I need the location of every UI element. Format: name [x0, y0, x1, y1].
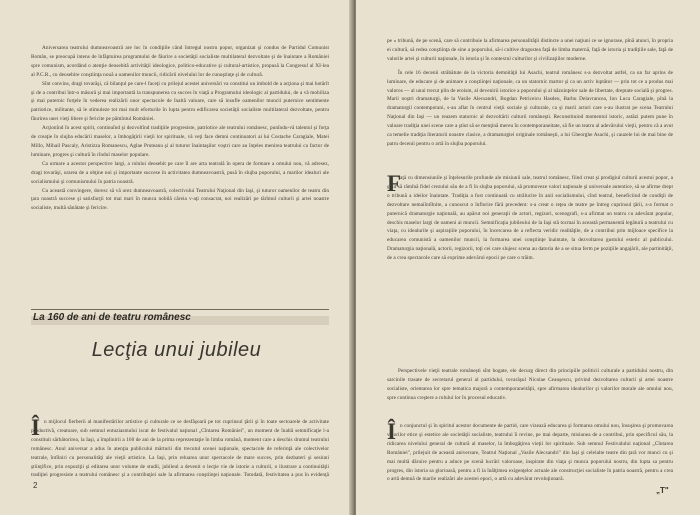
perspective-paragraph: Perspectivele vieţii teatrale româneşti sînt bogate, ele decurg direct din principiile politicii culturale a partidului nostru, din sarcinile trasate de secretarul general al partidului, tovarăşul Nicolae Ceauşescu, privind dezvoltarea culturii şi artei noastre socialiste, orientarea lor spre tematica majoră a contemporaneităţii, spre afirmarea idealurilor şi valorilor morale ale omului nou, spre continua creştere a rolului lor în procesul educativ. [387, 368, 673, 401]
right-paragraph-1: pe » tribună, de pe scenă, care să contribuie la afirmarea personalităţii distincte a unei naţiuni ce se ignorase, pînă atunci, în propria ei cultură, să redea conştiinţa de sine a poporului, să-i cultive dragostea faţă de limba maternă, faţă de istoria şi tradiţiile sale, faţă de valorile artei şi culturii naţionale, în istoria şi în contextul culturilor şi civilizaţiilor moderne. [387, 38, 673, 62]
third-text: n conjunctul şi în spiritul acestor documente de partid, care vizează educarea şi formarea omului nou, însuşirea şi promovarea valorilor etice şi estetice ale societăţii socialiste, teatrului îi revine, pe mai departe, misiunea de a contribui, prin specificul său, la ridicarea nivelului general de cultură al maselor, la îmbogăţirea vieţii lor spirituale. Sub semnul Festivalului naţional „Cîntarea României", prilejuit de această aniversare, Teatrul Naţional „Vasile Alecsandri" din Iaşi şi celelalte teatre din ţară vor munci cu şi mai multă dăruire pentru a aduce pe scenă lucrări valoroase, inspirate din viaţa şi munca poporului nostru, din lupta sa pentru progres, din istoria sa glorioasă, pentru a fi la înălţimea exigenţelor actuale ale construcţiei socialiste în patria noastră, pentru a crea o artă demnă de marile realizări ale acestei epoci, o artă cu adevărat revoluţionară. [387, 423, 673, 483]
intro-paragraph-2: Sînt convins, dragi tovarăşi, că bilanţul pe care-l faceţi cu prilejul acestei aniversări va constitui un imbold de a acţiona şi mai hotărît şi de a contribui într-o măsură şi mai importantă la transpunerea cu succes în viaţă a Programului ideologic al partidului, de a vă mobiliza şi mai puternic forţele în vederea realizării unor spectacole de înaltă valoare, care să insufle oamenilor muncii puternice sentimente patriotice, militante, să le stimuleze tot mai mult eforturile în lupta pentru edificarea societăţii socialiste multilateral dezvoltate, pentru făurirea unei vieţi libere şi fericite pe pămîntul României. [31, 80, 329, 123]
section-title: La 160 de ani de teatru românesc [33, 312, 191, 323]
section-divider [31, 309, 329, 310]
lead-text: n mijlocul fierberii al manifestărilor artistice şi culturale ce se desfăşoară pe tot cuprinsul ţării şi în toate sectoarele de activitate productivă, creatoare, sub semnul entuziasmului iscat de festivalul naţional „Cîntarea României", un moment de înaltă semnificaţie l-a constituit sărbătorirea, la Iaşi, a împlinirii a 160 de ani de la prima reprezentaţie în limba română, moment care a deschis drumul teatrului românesc. Anul aniversar a adus în atenţia publicului mărturii din trecutul scenei naţionale, spectacole de referinţă ale colectivelor teatrale, întîlniri cu personalităţi ale vieţii artistice. La Iaşi, prin reluarea unor spectacole de mare succes, prin dezbateri şi sesiuni ştiinţifice, prin expoziţii şi editarea unor volume de studii, jubileul a devenit o lecţie vie de istorie a culturii, o ilustrare a continuităţii tradiţiei progresiste a teatrului românesc şi a contribuţiei sale la afirmarea conştiinţei naţionale. Totodată, festivitatea a pus în evidenţă [31, 419, 329, 478]
lead-dropcap: Î [31, 415, 40, 440]
end-mark: „T" [656, 486, 669, 495]
second-text: aţă cu dimensiunile şi înţelesurile profunde ale misiunii sale, teatrul românesc, fiind creat şi prodigiul culturii acestui popor, a ştiut să rămînă fidel crezului său de a fi în slujba poporului, să promoveze valori naţionale şi universale autentice, să se afirme drept o tribună a ideilor înaintate. Tradiţia a fost continuată cu strălucire în anii socialismului, cînd teatrul, beneficiind de condiţii de dezvoltare nemaiîntîlnite, a cunoscut o înflorire fără precedent: s-a creat o reţea de teatre pe întreg cuprinsul ţării, s-a format o puternică dramaturgie naţională, au apărut noi generaţii de actori, regizori, scenografi, s-a afirmat un teatru cu adevărat popular, deschis maselor largi de oameni ai muncii. Semnificaţia jubileului de la Iaşi stă tocmai în această permanentă legătură a teatrului cu viaţa, cu idealurile şi aspiraţiile poporului, în încercarea de a reflecta veridic realităţile, de a contribui prin mijloace specifice la educarea comunistă a oamenilor muncii, la formarea unei conştiinţe înaintate, la dezvoltarea gustului estetic al publicului. Dramaturgia naţională, actorii, regizorii, toţi cei care slujesc scena au datoria de a se situa ferm pe poziţiile angajării, ale partinităţii, de a crea spectacole care să exprime adevărul epocii pe care o trăim. [387, 175, 673, 262]
perspective-block [387, 367, 673, 419]
intro-text [31, 44, 329, 213]
right-paragraph-2: În cele 16 decenii străbătute de la victoria demnităţii lui Asachi, teatrul românesc s-a dezvoltat astfel, ca un far aprins de luminare, de educare şi de animare a conştiinţei naţionale, ca un statornic martor şi ca un activ luptător — prin tot ce a produs mai valoros — al unui trecut plin de eroism, al devenirii istorice a poporului şi al năzuinţelor sale de libertate, dreptate socială şi progres. Marii noştri dramaturgi, de la Vasile Alecsandri, Bogdan Petriceicu Hasdeu, Barbu Delavrancea, Ion Luca Caragiale, pînă la dramaturgii contemporani, s-au aflat în centrul vieţii sociale şi culturale, ca şi marii actori care s-au ilustrat pe scena Teatrului Naţional din Iaşi — un reazem statornic al dezvoltării culturii româneşti. Reconstituind momentul istoric, astăzi putem pune în valoare tradiţia unei scene care a ştiut să se menţină mereu în contemporaneitate, să fie un teatru al adevărului vieţii, pentru că a avut ca temelie tradiţia literaturii noastre clasice, a dramaturgiei originale româneşti, a lui Gheorghe Asachi, şi cauzele lui de mai bine de patru decenii pentru o artă în slujba poporului. [387, 69, 673, 147]
second-dropcap: F [387, 171, 402, 196]
lead-text-block [31, 415, 329, 478]
intro-paragraph-5: Cu această convingere, doresc să vă urez dumneavoastră, colectivului Teatrului Naţional din Iaşi, şi tuturor oamenilor de teatru din ţara noastră succese şi satisfacţii tot mai mari în munca nobilă căreia v-aţi consacrat, noi realizări pe tărîmul culturii şi artei noastre socialiste, multă sănătate şi fericire. [31, 187, 329, 212]
intro-paragraph-3: Acţionînd în acest spirit, continuînd şi dezvoltînd tradiţiile progresiste, patriotice ale teatrului românesc, punîndu-vă talentul şi forţa de creaţie în slujba educării maselor, a îmbogăţirii vieţii lor spirituale, vă veţi face demni continuatori ai lui Costache Caragiale, Matei Millo, Mihail Pascaly, Aristizza Romanescu, Aglae Pruteanu şi al tuturor înaintaşilor voştri care au înţeles menirea teatrului ca factor de luminare, progres şi cultură în rîndul maselor populare. [31, 125, 329, 158]
intro-paragraph-4: Ca urmare a acestor perspective largi, a rolului deosebit pe care îl are arta teatrală în opera de formare a omului nou, vă adresez, dragi tovarăşi, urarea de a obţine noi şi importante succese în activitatea dumneavoastră, pusă în slujba poporului, a marilor idealuri ale socialismului şi comunismului în patria noastră. [31, 160, 329, 185]
article-headline: Lecţia unui jubileu [91, 339, 262, 361]
third-dropcap: Î [387, 419, 396, 444]
right-top-text [387, 37, 673, 149]
second-text-block [387, 171, 673, 364]
page-number: 2 [33, 481, 38, 490]
right-page [356, 0, 700, 515]
intro-paragraph-1: Aniversarea teatrului dumneavoastră are loc în condiţiile când întregul nostru popor, organizat şi condus de Partidul Comunist Român, se preocupă intens de înfăptuirea programului de făurire a societăţii socialiste multilateral dezvoltate şi de înaintare a României spre comunism, acordând o atenţie deosebită activităţii ideologice, politico-educative şi cultural-artistice, propusă la Congresul al XI-lea al P.C.R., cu deosebire conştiinţa nouă a oamenilor muncii, ridicării nivelului lor de cunoştinţe şi de cultură. [31, 45, 329, 78]
third-text-block [387, 419, 673, 484]
